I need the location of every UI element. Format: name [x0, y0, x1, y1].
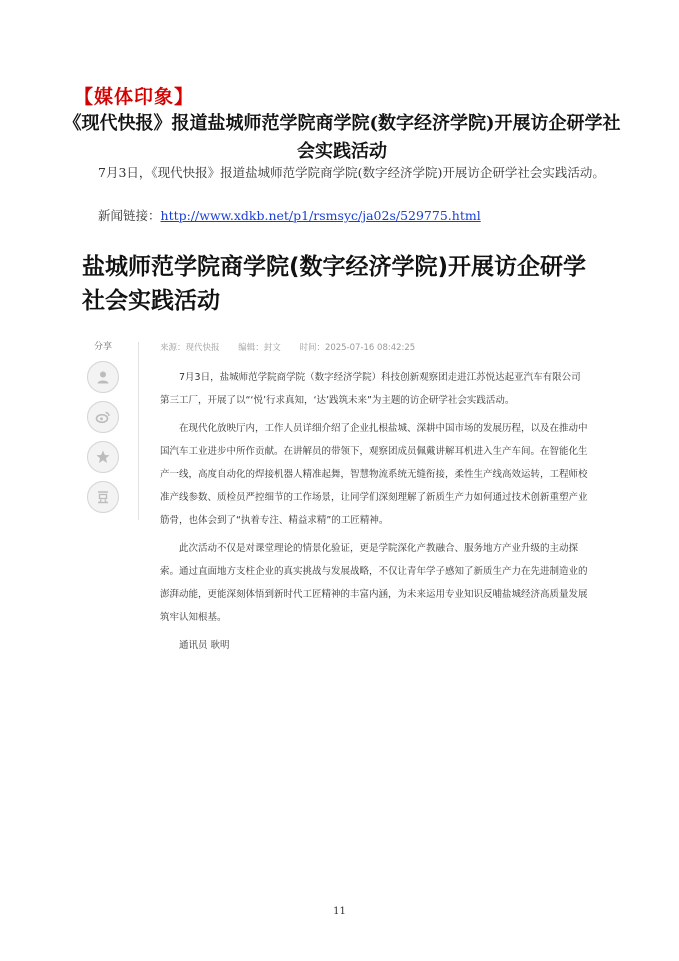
- article-source: 来源：现代快报: [160, 343, 220, 353]
- weibo-icon[interactable]: [87, 401, 119, 433]
- news-link-label: 新闻链接：: [98, 208, 161, 223]
- douban-icon[interactable]: [87, 481, 119, 513]
- article-body: [160, 366, 590, 662]
- news-link-url[interactable]: http://www.xdkb.net/p1/rsmsyc/ja02s/529775.html: [160, 208, 481, 223]
- media-impression-tag: 【媒体印象】: [74, 86, 195, 108]
- share-divider: [138, 342, 139, 520]
- article-title: 盐城师范学院商学院(数字经济学院)开展访企研学社会实践活动: [82, 254, 587, 314]
- star-icon[interactable]: [87, 441, 119, 473]
- user-icon[interactable]: [87, 361, 119, 393]
- page-number: 11: [333, 906, 346, 917]
- article-correspondent: 通讯员 耿明: [179, 640, 230, 651]
- news-link-line: [98, 206, 481, 224]
- intro-paragraph: 7月3日，《现代快报》报道盐城师范学院商学院(数字经济学院)开展访企研学社会实践活动。: [98, 165, 605, 180]
- article-meta: [160, 341, 431, 353]
- share-label: 分享: [93, 342, 112, 352]
- document-title: 《现代快报》报道盐城师范学院商学院(数字经济学院)开展访企研学社会实践活动: [63, 113, 621, 162]
- article-paragraph: 此次活动不仅是对课堂理论的情景化验证，更是学院深化产教融合、服务地方产业升级的主动探索。通过直面地方支柱企业的真实挑战与发展战略，不仅让青年学子感知了新质生产力在先进制造业的澎湃动能，更能深刻体悟到新时代工匠精神的丰富内涵，为未来运用专业知识反哺盐城经济高质量发展筑牢认知根基。: [160, 543, 588, 623]
- article-paragraph: 7月3日，盐城师范学院商学院（数字经济学院）科技创新观察团走进江苏悦达起亚汽车有限公司第三工厂，开展了以“‘悦’行求真知，‘达’践筑未来”为主题的访企研学社会实践活动。: [160, 372, 581, 406]
- article-paragraph: 在现代化放映厅内，工作人员详细介绍了企业扎根盐城、深耕中国市场的发展历程，以及在推动中国汽车工业进步中所作贡献。在讲解员的带领下，观察团成员佩戴讲解耳机进入生产车间。在智能化生产一线，高度自动化的焊接机器人精准起舞，智慧物流系统无缝衔接，柔性生产线高效运转，工程师校准产线参数、质检员严控细节的工作场景，让同学们深刻理解了新质生产力如何通过技术创新重塑产业筋骨，也体会到了“执着专注、精益求精”的工匠精神。: [160, 423, 588, 526]
- share-sidebar: [86, 339, 120, 521]
- article-editor: 编辑：封文: [238, 343, 281, 353]
- article-time: 时间：2025-07-16 08:42:25: [299, 343, 416, 353]
